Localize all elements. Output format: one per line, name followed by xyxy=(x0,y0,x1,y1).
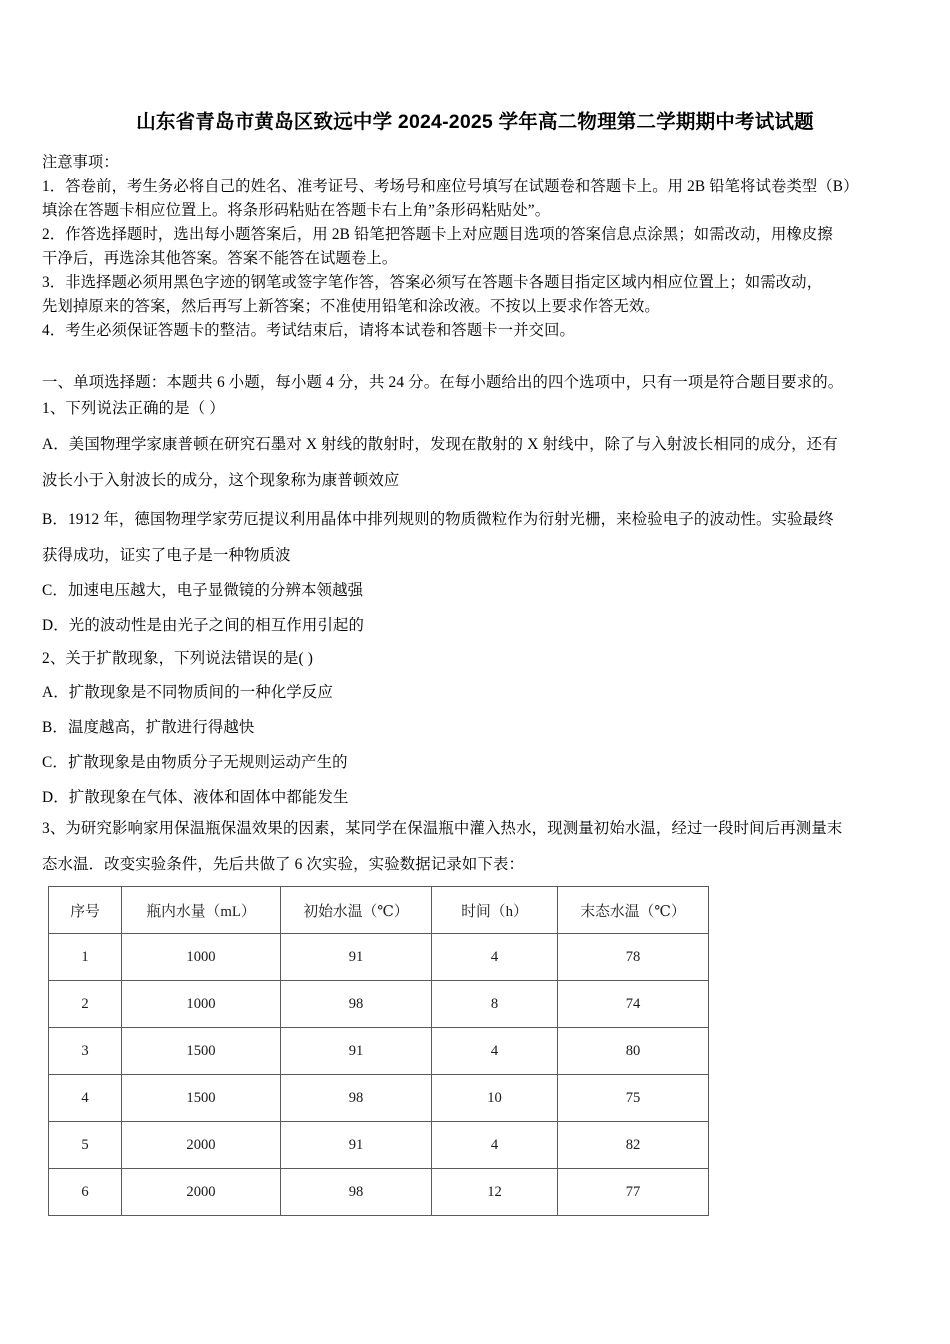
table-header-init-temp: 初始水温（℃） xyxy=(281,887,432,934)
question-1-stem xyxy=(42,398,225,420)
table-row xyxy=(49,934,709,981)
question-1-option-a-line1: A．美国物理学家康普顿在研究石墨对 X 射线的散射时，发现在散射的 X 射线中，除了与入射波长相同的成分，还有 xyxy=(42,436,838,453)
question-3-number: 3、 xyxy=(42,820,66,837)
cell-time: 4 xyxy=(432,1122,558,1169)
notice-heading: 注意事项： xyxy=(42,154,119,171)
question-3-text-line1: 为研究影响家用保温瓶保温效果的因素，某同学在保温瓶中灌入热水，现测量初始水温，经过一段时间后再测量末 xyxy=(65,820,843,837)
cell-volume: 1500 xyxy=(122,1075,281,1122)
cell-time: 12 xyxy=(432,1169,558,1216)
question-2-option-b: B．温度越高，扩散进行得越快 xyxy=(42,719,255,736)
notice-line-2: 填涂在答题卡相应位置上。将条形码粘贴在答题卡右上角”条形码粘贴处”。 xyxy=(42,202,551,219)
page-title: 山东省青岛市黄岛区致远中学 2024-2025 学年高二物理第二学期期中考试试题 xyxy=(136,111,814,133)
question-1-option-c: C．加速电压越大，电子显微镜的分辨本领越强 xyxy=(42,582,364,599)
question-1-option-b-line1: B．1912 年，德国物理学家劳厄提议利用晶体中排列规则的物质微粒作为衍射光栅，来检验电子的波动性。实验最终 xyxy=(42,511,834,528)
question-2-number: 2、 xyxy=(42,650,66,667)
cell-time: 4 xyxy=(432,934,558,981)
table-header-final-temp: 末态水温（℃） xyxy=(558,887,709,934)
cell-final-temp: 78 xyxy=(558,934,709,981)
table-row xyxy=(49,1122,709,1169)
question-1-number: 1、 xyxy=(42,400,66,417)
cell-volume: 1500 xyxy=(122,1028,281,1075)
question-2-option-a: A．扩散现象是不同物质间的一种化学反应 xyxy=(42,684,333,701)
cell-volume: 1000 xyxy=(122,934,281,981)
question-2-option-c: C．扩散现象是由物质分子无规则运动产生的 xyxy=(42,754,348,771)
experiment-data-table xyxy=(48,886,709,1216)
cell-init-temp: 98 xyxy=(281,1075,432,1122)
cell-init-temp: 98 xyxy=(281,981,432,1028)
table-row xyxy=(49,981,709,1028)
table-header-index: 序号 xyxy=(49,887,122,934)
cell-init-temp: 91 xyxy=(281,934,432,981)
question-1-option-b-line2: 获得成功，证实了电子是一种物质波 xyxy=(42,547,291,564)
table-row xyxy=(49,1028,709,1075)
cell-index: 6 xyxy=(49,1169,122,1216)
cell-final-temp: 80 xyxy=(558,1028,709,1075)
cell-init-temp: 91 xyxy=(281,1028,432,1075)
notice-line-3: 2．作答选择题时，选出每小题答案后，用 2B 铅笔把答题卡上对应题目选项的答案信息点涂黑；如需改动，用橡皮擦 xyxy=(42,226,833,243)
cell-index: 4 xyxy=(49,1075,122,1122)
cell-init-temp: 91 xyxy=(281,1122,432,1169)
question-1-option-d: D．光的波动性是由光子之间的相互作用引起的 xyxy=(42,617,365,634)
notice-line-6: 先划掉原来的答案，然后再写上新答案；不准使用铅笔和涂改液。不按以上要求作答无效。 xyxy=(42,298,660,315)
cell-index: 2 xyxy=(49,981,122,1028)
table-header-volume: 瓶内水量（mL） xyxy=(122,887,281,934)
question-2-stem xyxy=(42,648,313,670)
question-3-stem-line1 xyxy=(42,818,842,840)
notice-line-5: 3．非选择题必须用黑色字迹的钢笔或签字笔作答，答案必须写在答题卡各题目指定区域内相应位置上；如需改动， xyxy=(42,274,823,291)
notice-line-7: 4．考生必须保证答题卡的整洁。考试结束后，请将本试卷和答题卡一并交回。 xyxy=(42,322,575,339)
question-2-option-d: D．扩散现象在气体、液体和固体中都能发生 xyxy=(42,789,349,806)
cell-final-temp: 82 xyxy=(558,1122,709,1169)
table-row xyxy=(49,1169,709,1216)
cell-volume: 1000 xyxy=(122,981,281,1028)
cell-final-temp: 77 xyxy=(558,1169,709,1216)
cell-index: 5 xyxy=(49,1122,122,1169)
cell-volume: 2000 xyxy=(122,1169,281,1216)
notice-line-1: 1．答卷前，考生务必将自己的姓名、准考证号、考场号和座位号填写在试题卷和答题卡上。用 2B 铅笔将试卷类型（B） xyxy=(42,178,859,195)
cell-time: 4 xyxy=(432,1028,558,1075)
question-3-stem-line2: 态水温．改变实验条件，先后共做了 6 次实验，实验数据记录如下表： xyxy=(42,856,525,873)
cell-init-temp: 98 xyxy=(281,1169,432,1216)
cell-time: 10 xyxy=(432,1075,558,1122)
cell-final-temp: 75 xyxy=(558,1075,709,1122)
question-1-option-a-line2: 波长小于入射波长的成分，这个现象称为康普顿效应 xyxy=(42,472,400,489)
cell-time: 8 xyxy=(432,981,558,1028)
cell-index: 3 xyxy=(49,1028,122,1075)
table-row xyxy=(49,1075,709,1122)
notice-line-4: 干净后，再选涂其他答案。答案不能答在试题卷上。 xyxy=(42,250,398,267)
question-1-text: 下列说法正确的是（ ） xyxy=(65,400,225,417)
cell-index: 1 xyxy=(49,934,122,981)
section-one-heading: 一、单项选择题：本题共 6 小题，每小题 4 分，共 24 分。在每小题给出的四个选项中，只有一项是符合题目要求的。 xyxy=(42,374,844,391)
cell-volume: 2000 xyxy=(122,1122,281,1169)
table-header-row xyxy=(49,887,709,934)
table-header-time: 时间（h） xyxy=(432,887,558,934)
question-2-text: 关于扩散现象，下列说法错误的是( ) xyxy=(65,650,314,667)
cell-final-temp: 74 xyxy=(558,981,709,1028)
